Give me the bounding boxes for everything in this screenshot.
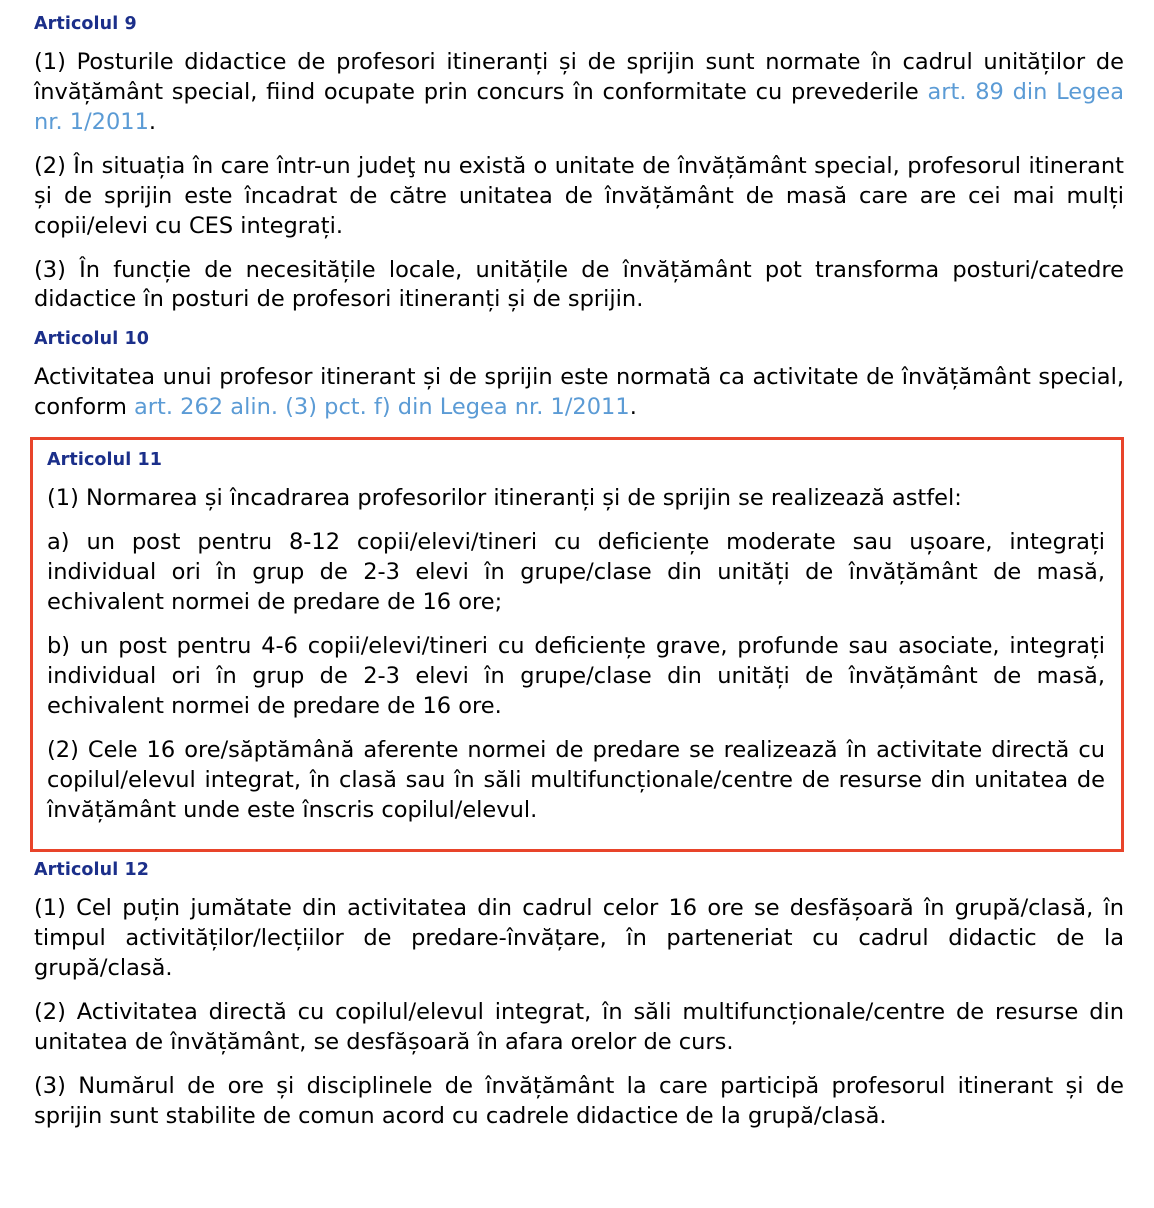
paragraph-text: a) un post pentru 8-12 copii/elevi/tineri cu deficiențe moderate sau ușoare, integrați individual ori în grup de 2-3 elevi în grupe/clase din unități de învățământ de masă, echivalent normei de predare de 16 ore;: [47, 529, 1105, 615]
highlighted-article-block: [30, 437, 1124, 852]
paragraph-text: (3) Numărul de ore și disciplinele de învățământ la care participă profesorul itinerant și de sprijin sunt stabilite de comun acord cu cadrele didactice de la grupă/clasă.: [34, 1073, 1124, 1129]
article-heading: Articolul 12: [34, 860, 150, 881]
article-paragraph: [34, 998, 1124, 1058]
law-reference-link[interactable]: art. 262 alin. (3) pct. f) din Legea nr. 1/2011: [134, 394, 630, 421]
article-paragraph: [34, 894, 1124, 984]
paragraph-text: (2) Activitatea directă cu copilul/elevul integrat, în săli multifuncționale/centre de resurse din unitatea de învățământ, se desfășoară în afara orelor de curs.: [34, 999, 1124, 1056]
article-block: [30, 14, 1124, 315]
paragraph-text: (2) Cele 16 ore/săptămână aferente normei de predare se realizează în activitate directă cu copilul/elevul integrat, în clasă sau în săli multifuncționale/centre de resurse din unitatea de învățământ unde este înscris copilul/elevul.: [47, 736, 1105, 823]
law-reference-link[interactable]: art. 89 din Legea nr. 1/2011: [34, 78, 1124, 135]
article-paragraph: [34, 256, 1124, 316]
article-heading: Articolul 10: [34, 329, 150, 350]
article-block: [30, 329, 1124, 423]
article-paragraph: [47, 632, 1105, 722]
article-paragraph: [34, 1072, 1124, 1132]
article-paragraph: [47, 528, 1105, 618]
paragraph-text: (2) În situația în care într-un judeţ nu există o unitate de învățământ special, profesorul itinerant și de sprijin este încadrat de către unitatea de învățământ de masă care are cei mai mulți copii/elevi cu CES integrați.: [34, 152, 1124, 239]
article-paragraph: [34, 363, 1124, 423]
paragraph-text: b) un post pentru 4-6 copii/elevi/tineri cu deficiențe grave, profunde sau asociate, integrați individual ori în grup de 2-3 elevi în grupe/clase din unități de învățământ de masă, echivalent normei de predare de 16 ore.: [47, 632, 1105, 719]
article-heading: Articolul 11: [47, 450, 163, 471]
paragraph-text: (3) În funcție de necesitățile locale, unitățile de învățământ pot transforma posturi/catedre didactice în posturi de profesori itineranți și de sprijin.: [34, 256, 1124, 313]
article-paragraph: [47, 736, 1105, 826]
article-block: [30, 860, 1124, 1131]
paragraph-text: (1) Posturile didactice de profesori itineranți și de sprijin sunt normate în cadrul unităților de învățământ special, fiind ocupate prin concurs în conformitate cu prevederile: [34, 49, 1124, 105]
paragraph-text: (1) Normarea și încadrarea profesorilor itineranți și de sprijin se realizează astfel:: [47, 485, 962, 512]
article-paragraph: [34, 48, 1124, 138]
paragraph-text: (1) Cel puțin jumătate din activitatea din cadrul celor 16 ore se desfășoară în grupă/clasă, în timpul activităților/lecțiilor de predare-învățare, în parteneriat cu cadrul didactic de la grupă/clasă.: [34, 895, 1124, 982]
article-heading: Articolul 9: [34, 14, 137, 34]
article-paragraph: [34, 152, 1124, 242]
paragraph-text: .: [148, 108, 157, 135]
article-paragraph: [47, 484, 1105, 514]
paragraph-text: .: [629, 394, 637, 421]
paragraph-text: Activitatea unui profesor itinerant și de sprijin este normată ca activitate de învățământ special, conform: [34, 364, 1124, 421]
